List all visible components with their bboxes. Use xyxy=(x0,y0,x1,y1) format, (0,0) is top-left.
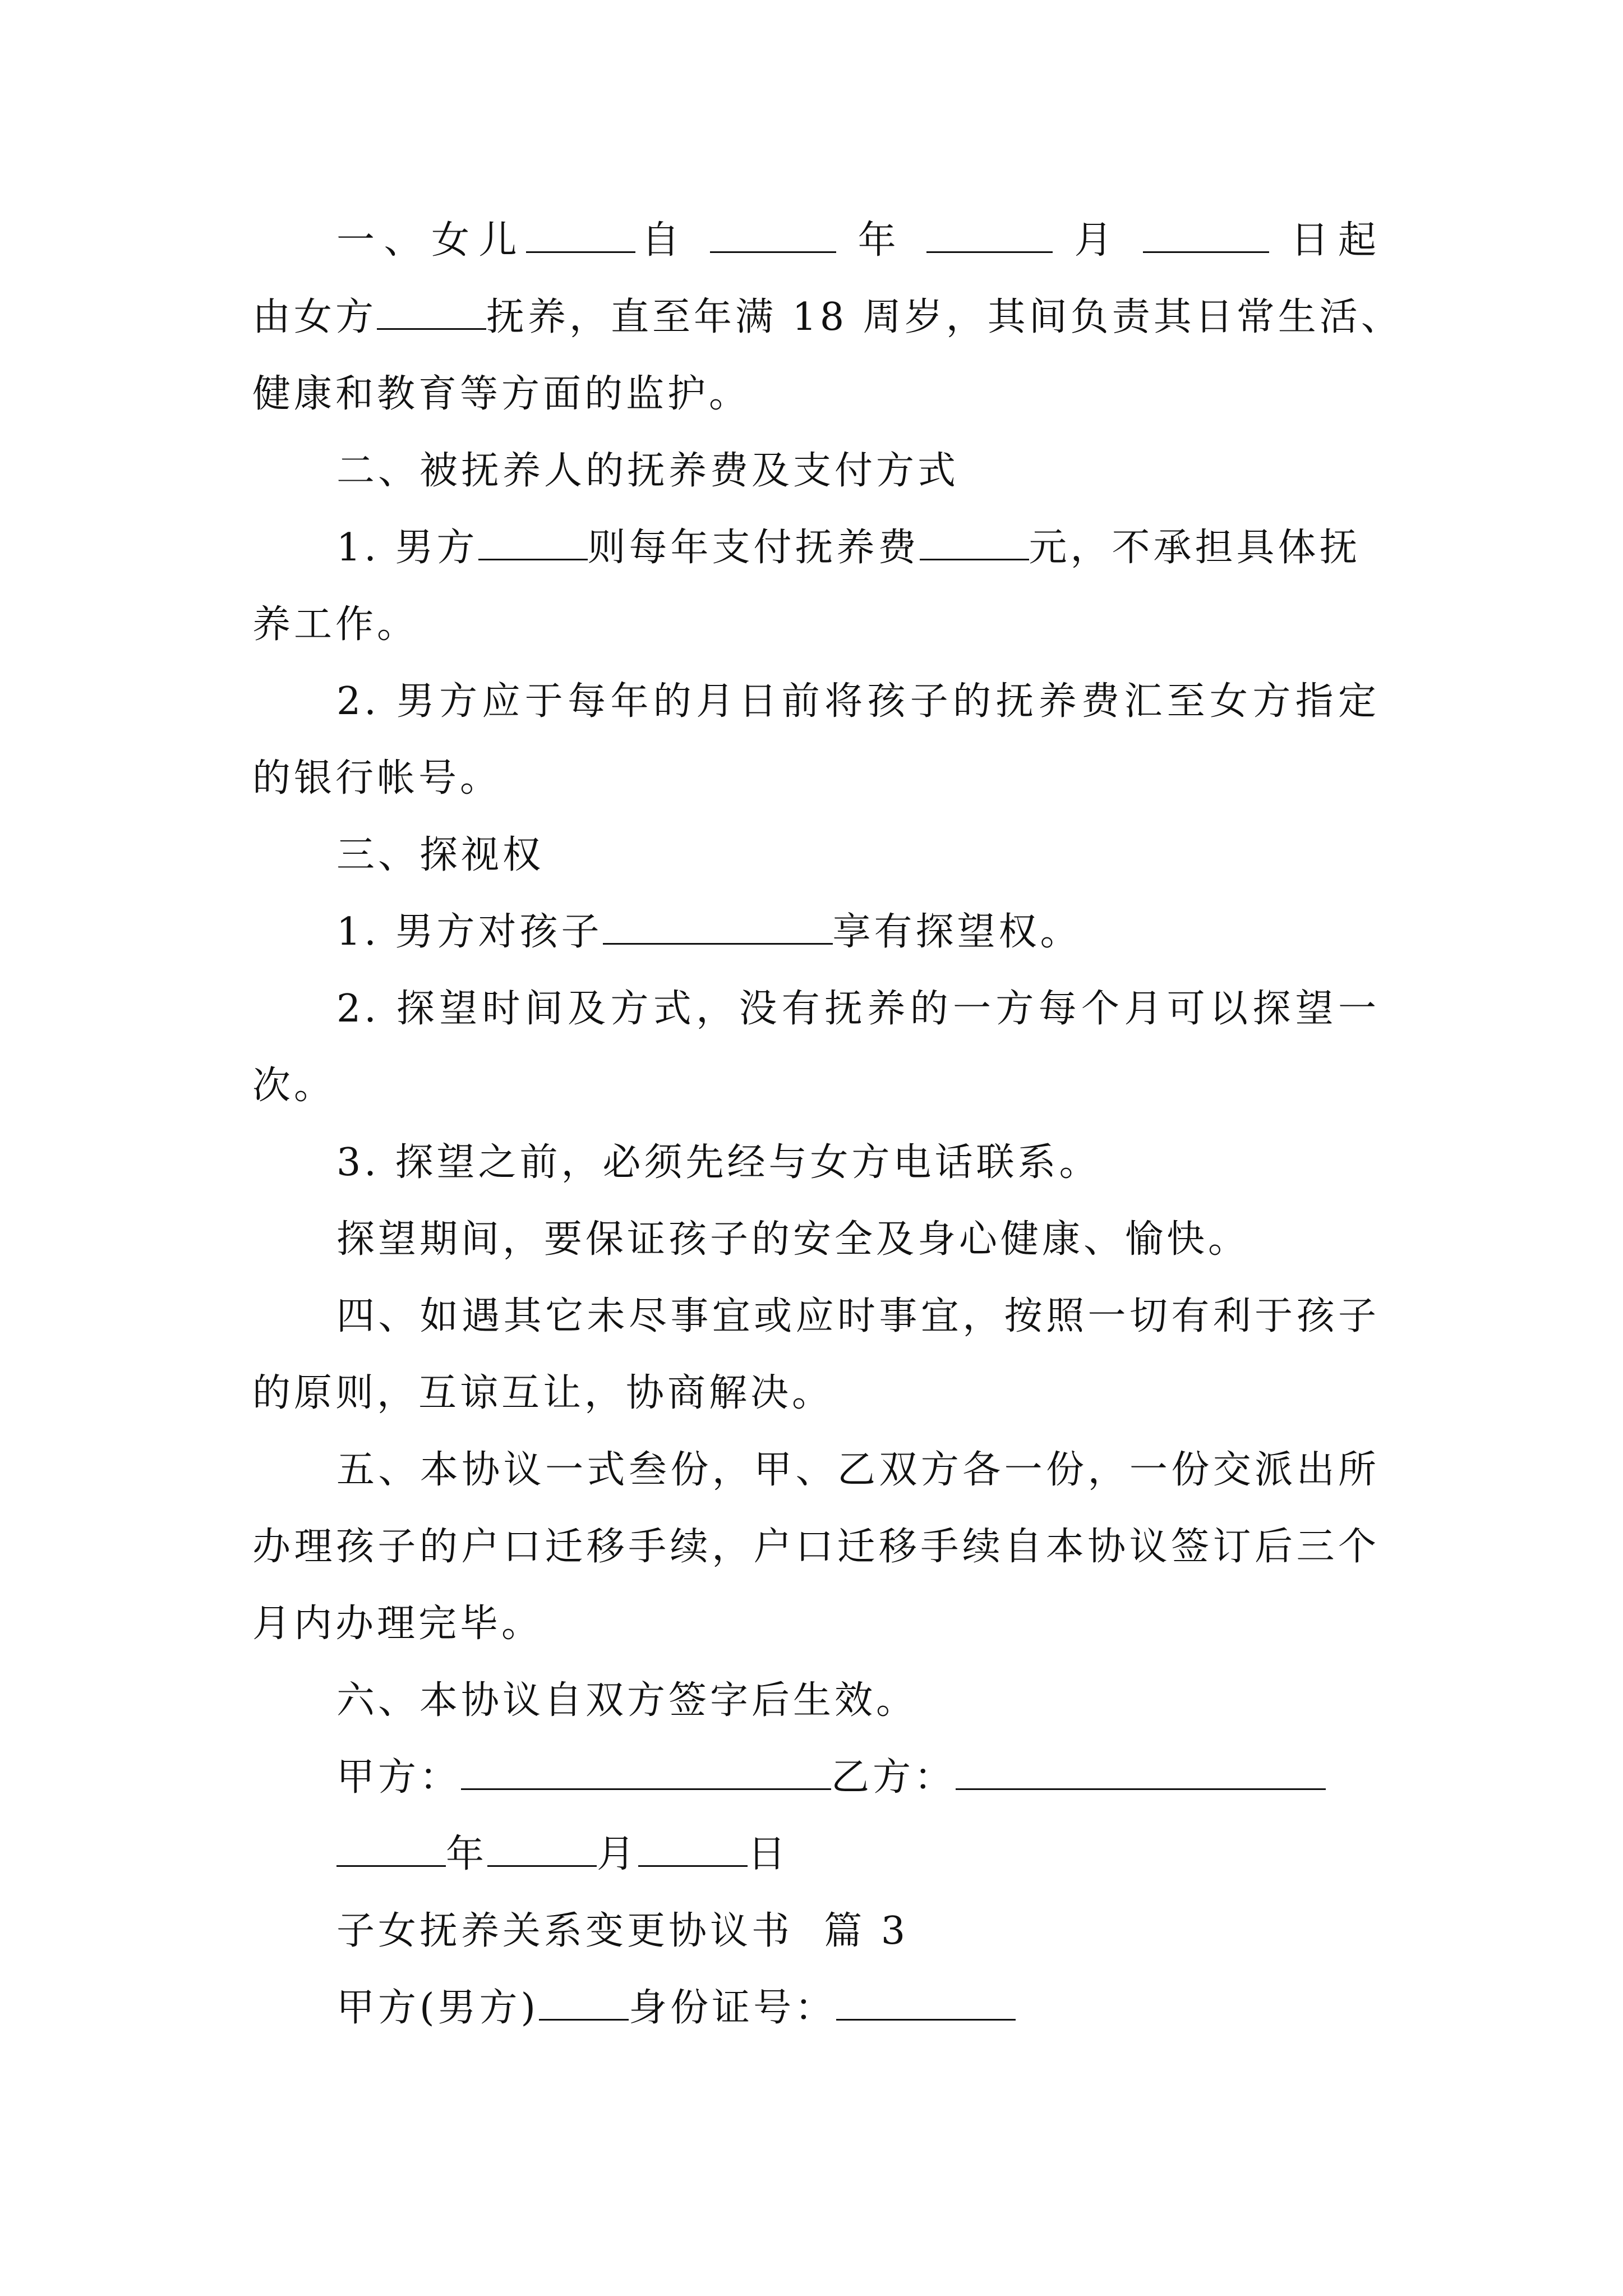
party-a-signature-blank xyxy=(461,1755,831,1790)
date-year-blank xyxy=(336,1832,446,1867)
clause-3-note: 探望期间，要保证孩子的安全及身心健康、愉快。 xyxy=(336,1217,1250,1262)
clause-2-item-1 xyxy=(252,509,1380,586)
clause-2-item-2: 2. 男方应于每年的月日前将孩子的抚养费汇至女方指定的银行帐号。 xyxy=(252,679,1380,800)
clause-1-text-b: 自 xyxy=(635,218,689,263)
date-month-blank xyxy=(487,1832,597,1867)
clause-1-text-d: 月 xyxy=(1074,218,1122,263)
clause-1-text-e: 日起 xyxy=(1290,218,1380,263)
clause-6: 六、本协议自双方签字后生效。 xyxy=(336,1678,918,1723)
clause-1-line-1 xyxy=(252,202,1380,279)
clause-4: 四、如遇其它未尽事宜或应时事宜，按照一切有利于孩子的原则，互谅互让，协商解决。 xyxy=(252,1294,1380,1415)
clause-1-line-2 xyxy=(252,279,1403,356)
party-a-name-blank xyxy=(539,1985,629,2021)
month-blank xyxy=(926,218,1053,253)
clause-3-item-1 xyxy=(252,894,1380,970)
clause-3-item-3: 3. 探望之前，必须先经与女方电话联系。 xyxy=(336,1140,1101,1185)
father-name-blank xyxy=(478,525,588,560)
date-line xyxy=(252,1816,1380,1893)
clause-2-item-1-c: 元，不承担具体抚 xyxy=(1029,526,1361,570)
date-year-label: 年 xyxy=(446,1832,488,1876)
date-day-label: 日 xyxy=(748,1832,790,1876)
child-name-blank xyxy=(603,909,833,945)
id-number-blank xyxy=(836,1985,1016,2021)
id-number-label: 身份证号： xyxy=(629,1986,837,2030)
party-a-label: 甲方： xyxy=(336,1755,462,1800)
clause-2-heading: 二、被抚养人的抚养费及支付方式 xyxy=(336,449,960,493)
clause-3-item-1-a: 1. 男方对孩子 xyxy=(336,910,603,954)
clause-3-item-2: 2. 探望时间及方式，没有抚养的一方每个月可以探望一次。 xyxy=(252,987,1380,1108)
clause-3-heading: 三、探视权 xyxy=(336,833,545,877)
clause-1-line-2-a: 由女方 xyxy=(252,295,377,339)
date-day-blank xyxy=(638,1832,748,1867)
clause-1-text-a: 一、女儿 xyxy=(336,218,527,263)
section-3-title: 子女抚养关系变更协议书 篇 3 xyxy=(336,1909,909,1953)
party-a-info-line xyxy=(252,1970,1380,2046)
mother-name-blank xyxy=(377,295,486,330)
clause-2-item-1-a: 1. 男方 xyxy=(336,526,478,570)
party-a-info-label: 甲方(男方) xyxy=(336,1986,540,2030)
signature-line xyxy=(252,1739,1380,1816)
clause-1-line-3: 健康和教育等方面的监护。 xyxy=(252,372,751,416)
document-body xyxy=(252,202,1403,2046)
day-blank xyxy=(1143,218,1269,253)
clause-2-item-1-b: 则每年支付抚养费 xyxy=(587,526,920,570)
support-amount-blank xyxy=(920,525,1029,560)
party-b-signature-blank xyxy=(956,1755,1326,1790)
date-month-label: 月 xyxy=(597,1832,639,1876)
party-b-label: 乙方： xyxy=(831,1755,956,1800)
clause-1-line-2-b: 抚养，直至年满 18 周岁，其间负责其日常生活、 xyxy=(486,295,1403,339)
clause-2-item-1-cont: 养工作。 xyxy=(252,602,419,647)
clause-3-item-1-b: 享有探望权。 xyxy=(832,910,1082,954)
clause-1-text-c: 年 xyxy=(857,218,906,263)
clause-5: 五、本协议一式叁份，甲、乙双方各一份，一份交派出所办理孩子的户口迁移手续，户口迁移手续自本协议签订后三个月内办理完毕。 xyxy=(252,1448,1380,1646)
year-blank xyxy=(710,218,836,253)
daughter-name-blank xyxy=(526,218,635,253)
